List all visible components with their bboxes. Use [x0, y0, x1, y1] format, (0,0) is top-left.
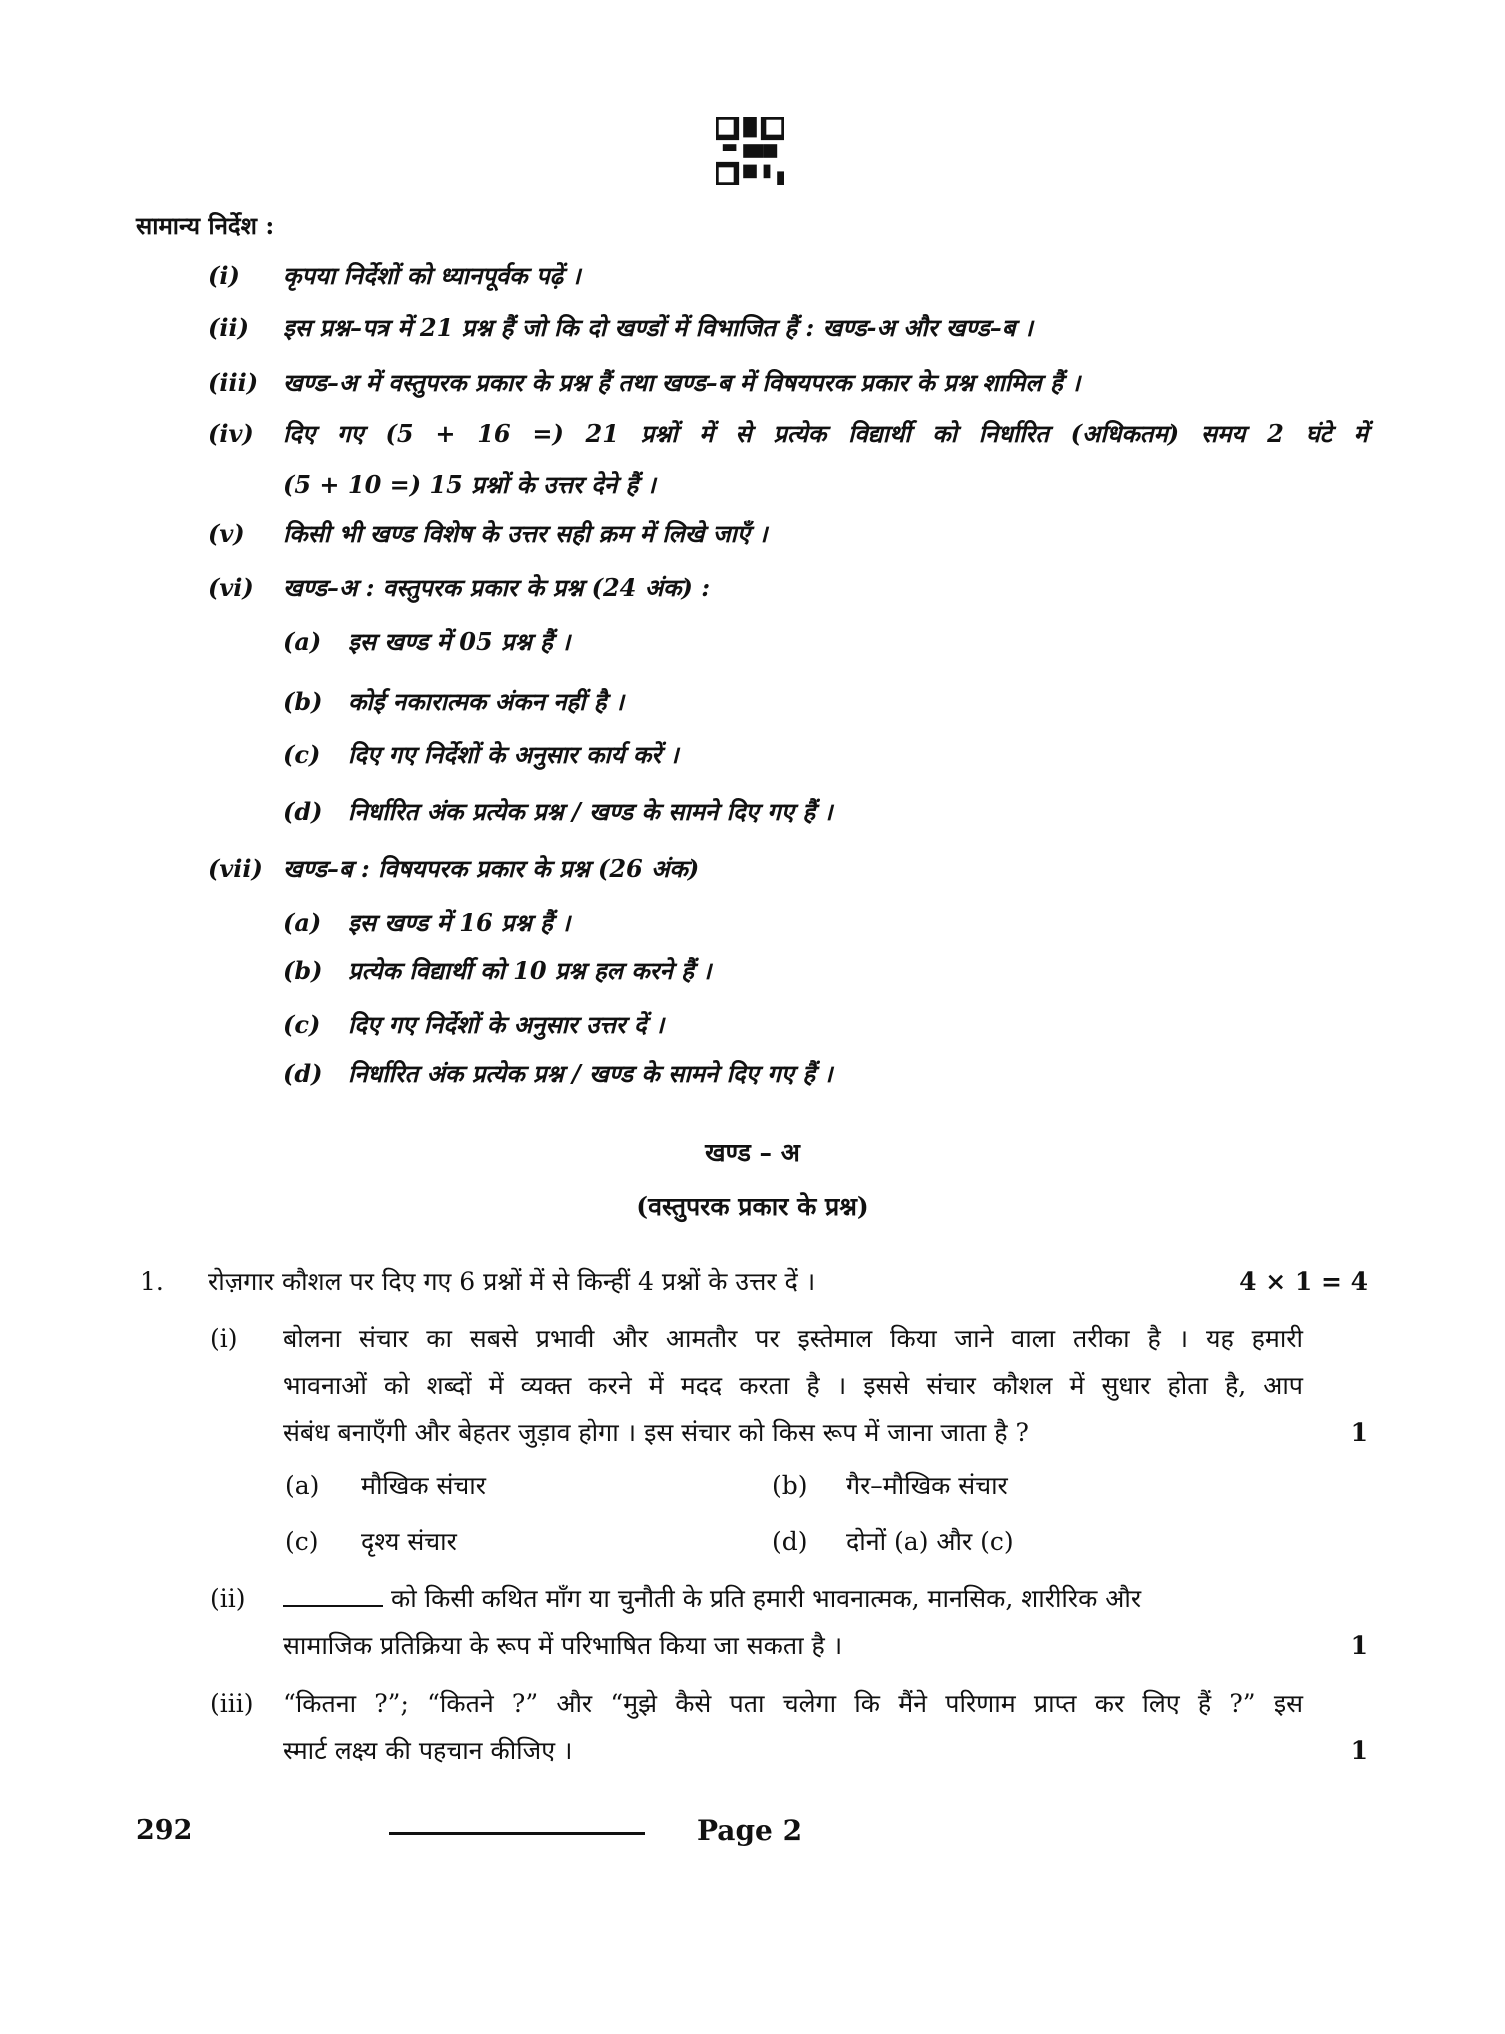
- sub-label: (a): [283, 908, 322, 937]
- item-label: (i): [208, 261, 240, 290]
- general-instructions-title: सामान्य निर्देश :: [136, 211, 275, 240]
- sub-text: दिए गए निर्देशों के अनुसार कार्य करें ।: [348, 740, 679, 769]
- sub-label: (b): [283, 956, 323, 985]
- sub-label: (a): [283, 627, 322, 656]
- item-text: किसी भी खण्ड विशेष के उत्तर सही क्रम में लिखे जाएँ ।: [283, 519, 768, 548]
- option-text: गैर–मौखिक संचार: [846, 1471, 1008, 1500]
- sub-label: (c): [283, 740, 321, 769]
- question-text: रोज़गार कौशल पर दिए गए 6 प्रश्नों में से किन्हीं 4 प्रश्नों के उत्तर दें ।: [208, 1267, 816, 1296]
- item-text: खण्ड–अ में वस्तुपरक प्रकार के प्रश्न हैं तथा खण्ड–ब में विषयपरक प्रकार के प्रश्न शामिल हैं ।: [283, 368, 1081, 397]
- item-label: (vi): [208, 573, 254, 602]
- sub-label: (d): [283, 797, 323, 826]
- part-marks: 1: [1350, 1631, 1368, 1660]
- option-label: (b): [772, 1471, 808, 1500]
- item-label: (v): [208, 519, 245, 548]
- question-marks: 4 × 1 = 4: [1239, 1267, 1368, 1296]
- footer-rule: [389, 1832, 645, 1835]
- sub-text: दिए गए निर्देशों के अनुसार उत्तर दें ।: [348, 1010, 665, 1039]
- qr-code-icon: [716, 117, 784, 185]
- sub-text: निर्धारित अंक प्रत्येक प्रश्न / खण्ड के सामने दिए गए हैं ।: [348, 1059, 833, 1088]
- section-title: खण्ड – अ: [705, 1138, 800, 1167]
- option-text: दृश्य संचार: [361, 1527, 457, 1556]
- item-label: (iv): [208, 419, 254, 448]
- part-marks: 1: [1350, 1418, 1368, 1447]
- part-text: बोलना संचार का सबसे प्रभावी और आमतौर पर इस्तेमाल किया जाने वाला तरीका है । यह हमारी: [283, 1324, 1303, 1353]
- item-text: इस प्रश्न–पत्र में 21 प्रश्न हैं जो कि दो खण्डों में विभाजित हैं : खण्ड-अ और खण्ड–ब ।: [283, 313, 1033, 342]
- part-text: को किसी कथित माँग या चुनौती के प्रति हमारी भावनात्मक, मानसिक, शारीरिक और: [391, 1584, 1142, 1613]
- part-text: संबंध बनाएँगी और बेहतर जुड़ाव होगा । इस संचार को किस रूप में जाना जाता है ?: [283, 1418, 1029, 1447]
- sub-label: (c): [283, 1010, 321, 1039]
- item-label: (vii): [208, 854, 263, 883]
- question-number: 1.: [140, 1267, 164, 1296]
- part-text: “कितना ?”; “कितने ?” और “मुझे कैसे पता चलेगा कि मैंने परिणाम प्राप्त कर लिए हैं ?” इस: [283, 1689, 1303, 1718]
- sub-label: (d): [283, 1059, 323, 1088]
- sub-text: प्रत्येक विद्यार्थी को 10 प्रश्न हल करने हैं ।: [348, 956, 712, 985]
- item-label: (iii): [208, 368, 259, 397]
- option-label: (d): [772, 1527, 808, 1556]
- option-text: दोनों (a) और (c): [846, 1527, 1014, 1556]
- part-label: (ii): [210, 1584, 246, 1613]
- option-text: मौखिक संचार: [361, 1471, 486, 1500]
- part-label: (iii): [210, 1689, 254, 1718]
- sub-label: (b): [283, 687, 323, 716]
- item-text: दिए गए (5 + 16 =) 21 प्रश्नों में से प्रत्येक विद्यार्थी को निर्धारित (अधिकतम) समय 2 घंटे में: [283, 419, 1368, 448]
- part-marks: 1: [1350, 1736, 1368, 1765]
- item-text: कृपया निर्देशों को ध्यानपूर्वक पढ़ें ।: [283, 261, 581, 290]
- paper-code: 292: [136, 1815, 193, 1846]
- option-label: (a): [285, 1471, 320, 1500]
- part-text: भावनाओं को शब्दों में व्यक्त करने में मदद करता है । इससे संचार कौशल में सुधार होता है, आप: [283, 1371, 1303, 1400]
- item-text: खण्ड–अ : वस्तुपरक प्रकार के प्रश्न (24 अंक) :: [283, 573, 711, 602]
- page-number: Page 2: [697, 1814, 803, 1847]
- item-text-continued: (5 + 10 =) 15 प्रश्नों के उत्तर देने हैं ।: [283, 470, 656, 499]
- sub-text: कोई नकारात्मक अंकन नहीं है ।: [348, 687, 624, 716]
- part-text: सामाजिक प्रतिक्रिया के रूप में परिभाषित किया जा सकता है ।: [283, 1631, 843, 1660]
- part-label: (i): [210, 1324, 238, 1353]
- item-label: (ii): [208, 313, 249, 342]
- sub-text: इस खण्ड में 05 प्रश्न हैं ।: [348, 627, 571, 656]
- option-label: (c): [285, 1527, 319, 1556]
- part-text: स्मार्ट लक्ष्य की पहचान कीजिए ।: [283, 1736, 573, 1765]
- section-subtitle: (वस्तुपरक प्रकार के प्रश्न): [636, 1192, 869, 1221]
- sub-text: इस खण्ड में 16 प्रश्न हैं ।: [348, 908, 571, 937]
- fill-in-blank: [283, 1605, 383, 1607]
- sub-text: निर्धारित अंक प्रत्येक प्रश्न / खण्ड के सामने दिए गए हैं ।: [348, 797, 833, 826]
- item-text: खण्ड–ब : विषयपरक प्रकार के प्रश्न (26 अंक): [283, 854, 700, 883]
